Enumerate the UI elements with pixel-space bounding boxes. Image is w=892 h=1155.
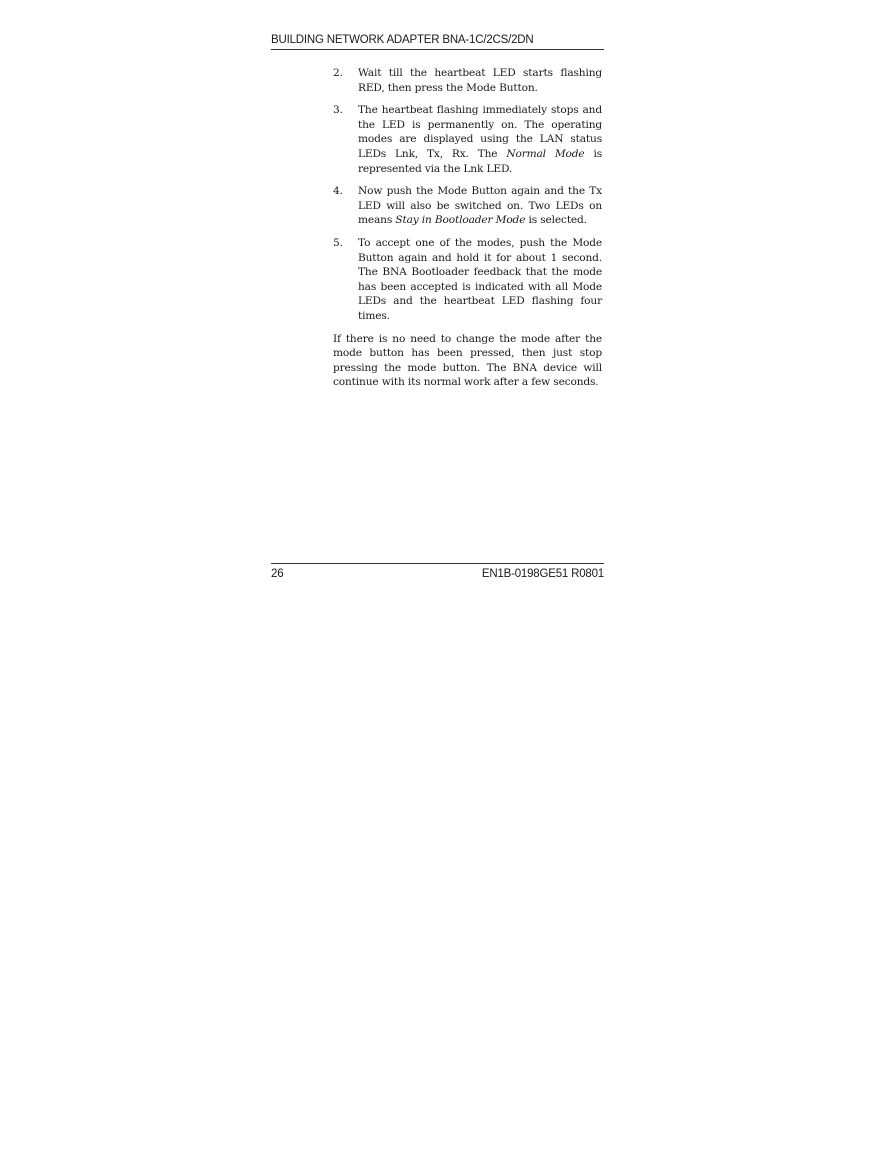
page-header	[271, 34, 604, 50]
closing-paragraph: If there is no need to change the mode after the mode button has been pressed, then just stop pressing the mode button. The BNA device will continue with its normal work after a few seconds.	[333, 332, 602, 389]
page-number: 26	[271, 568, 284, 580]
step-text-part: is selected.	[525, 214, 587, 227]
step-item	[333, 236, 602, 324]
step-text-part: The heartbeat flashing immediately stops and the LED is permanently on. The operating modes are displayed using the LAN status LEDs Lnk, Tx, Rx. The	[358, 104, 602, 160]
step-number: 2.	[333, 67, 343, 79]
step-list	[333, 66, 602, 324]
page-content	[333, 66, 602, 390]
step-number: 4.	[333, 185, 343, 198]
step-text	[358, 184, 602, 228]
normal-mode-term: Normal Mode	[506, 147, 585, 160]
step-number: 3.	[333, 104, 343, 117]
step-item	[333, 103, 602, 176]
step-text-part: is represented via the Lnk LED.	[358, 147, 602, 175]
step-text	[358, 103, 602, 176]
bootloader-mode-term: Stay in Bootloader Mode	[395, 214, 526, 227]
step-text: To accept one of the modes, push the Mode Button again and hold it for about 1 second. The BNA Bootloader feedback that the mode has been accepted is indicated with all Mode LEDs and the heartbeat LED flashing four times.	[358, 236, 602, 322]
document-code: EN1B-0198GE51 R0801	[481, 568, 604, 580]
step-item	[333, 66, 602, 95]
step-item	[333, 184, 602, 228]
header-title: BUILDING NETWORK ADAPTER BNA-1C/2CS/2DN	[271, 34, 534, 46]
step-text: Wait till the heartbeat LED starts flashing RED, then press the Mode Button.	[358, 67, 602, 94]
step-text-part: Now push the Mode Button again and the Tx LED will also be switched on. Two LEDs on means	[358, 185, 602, 227]
page-footer	[271, 563, 604, 581]
step-number: 5.	[333, 236, 343, 249]
